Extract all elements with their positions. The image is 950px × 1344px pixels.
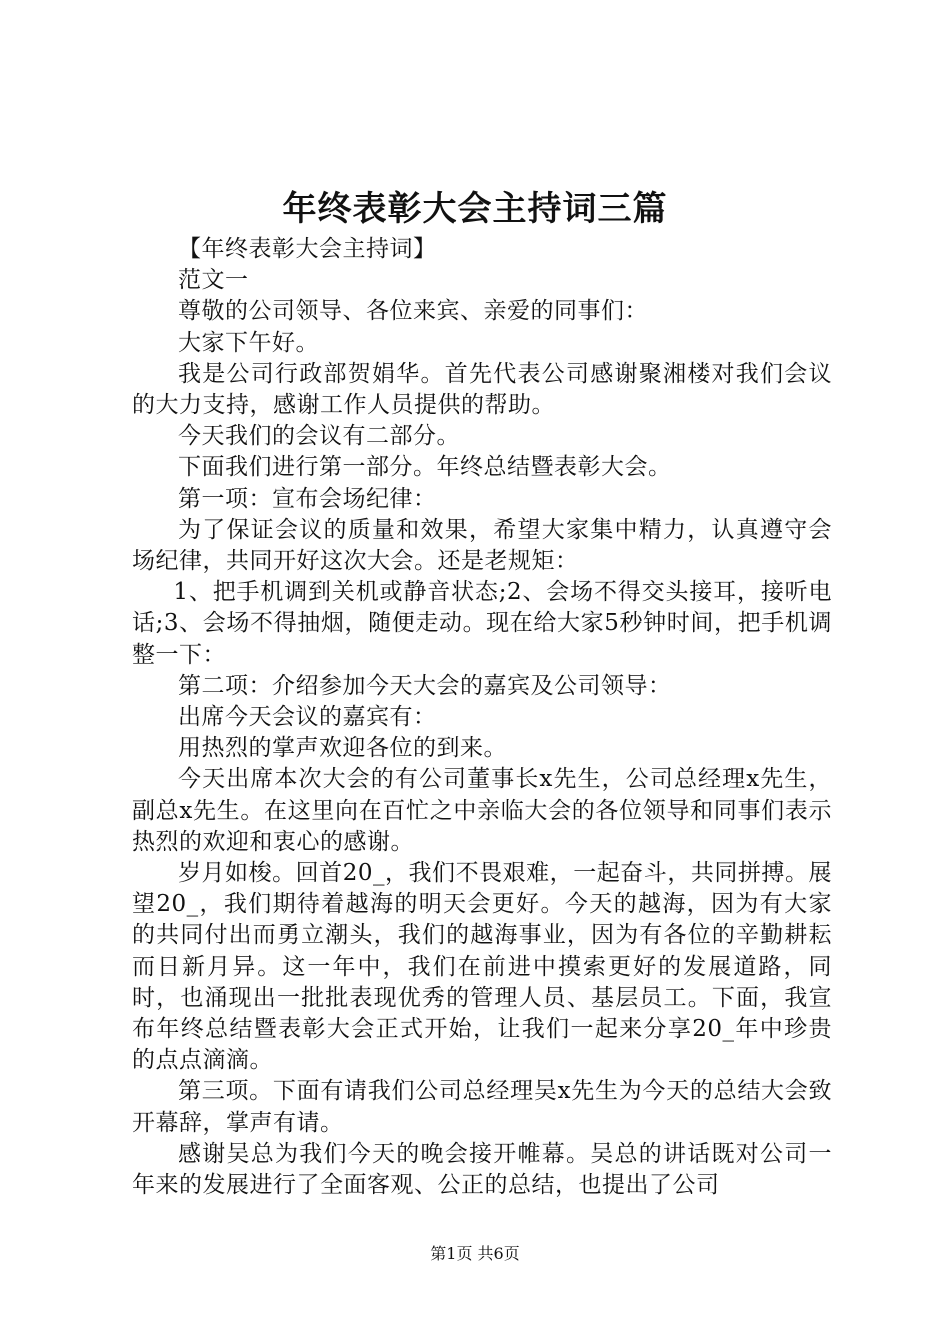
paragraph: 岁月如梭。回首20_，我们不畏艰难，一起奋斗，共同拼搏。展望20_，我们期待着越海的明天会更好。今天的越海，因为有大家的共同付出而勇立潮头，我们的越海事业，因为有各位的辛勤耕耘而日新月异。这一年中，我们在前进中摸索更好的发展道路，同时，也涌现出一批批表现优秀的管理人员、基层员工。下面，我宣布年终总结暨表彰大会正式开始，让我们一起来分享20_年中珍贵的点点滴滴。 <box>132 860 832 1074</box>
document-title: 年终表彰大会主持词三篇 <box>282 189 668 229</box>
paragraph: 第三项。下面有请我们公司总经理吴x先生为今天的总结大会致开幕辞，掌声有请。 <box>132 1078 832 1136</box>
paragraph: 【年终表彰大会主持词】 <box>178 236 437 262</box>
paragraph: 今天出席本次大会的有公司董事长x先生，公司总经理x先生，副总x先生。在这里向在百忙之中亲临大会的各位领导和同事们表示热烈的欢迎和衷心的感谢。 <box>132 766 832 855</box>
paragraph: 第二项：介绍参加今天大会的嘉宾及公司领导： <box>178 672 672 699</box>
paragraph: 第一项：宣布会场纪律： <box>178 485 437 512</box>
paragraph: 今天我们的会议有二部分。 <box>178 423 460 450</box>
paragraph: 范文一 <box>178 267 249 294</box>
paragraph: 感谢吴总为我们今天的晚会接开帷幕。吴总的讲话既对公司一年来的发展进行了全面客观、公正的总结，也提出了公司 <box>132 1140 832 1199</box>
paragraph: 为了保证会议的质量和效果，希望大家集中精力，认真遵守会场纪律，共同开好这次大会。还是老规矩： <box>132 516 832 575</box>
paragraph: 我是公司行政部贺娟华。首先代表公司感谢聚湘楼对我们会议的大力支持，感谢工作人员提供的帮助。 <box>132 360 832 419</box>
document-body <box>132 234 832 1201</box>
page-number-footer: 第1页 共6页 <box>430 1244 520 1263</box>
paragraph: 用热烈的掌声欢迎各位的到来。 <box>178 735 507 762</box>
paragraph: 出席今天会议的嘉宾有： <box>178 704 437 731</box>
paragraph: 尊敬的公司领导、各位来宾、亲爱的同事们： <box>178 298 648 325</box>
paragraph: 下面我们进行第一部分。年终总结暨表彰大会。 <box>178 454 672 481</box>
paragraph: 1、把手机调到关机或静音状态;2、会场不得交头接耳，接听电话;3、会场不得抽烟，随便走动。现在给大家5秒钟时间，把手机调整一下： <box>132 579 832 668</box>
paragraph: 大家下午好。 <box>178 329 319 356</box>
